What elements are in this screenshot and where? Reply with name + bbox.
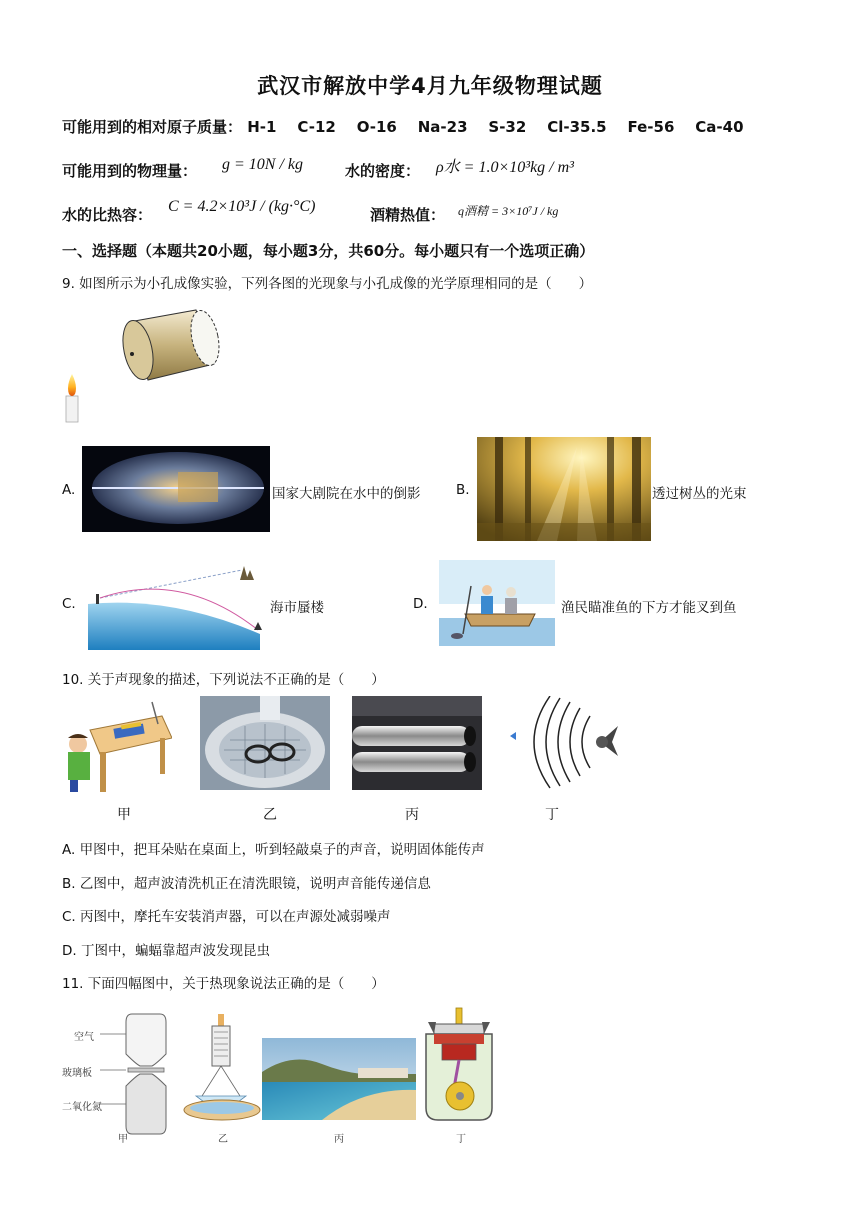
q9-option-b-letter: B. xyxy=(456,482,470,498)
q9-option-b-text: 透过树丛的光束 xyxy=(652,486,747,502)
q9-option-c-text: 海市蜃楼 xyxy=(270,600,324,616)
q10-option-d: D. 丁图中，蝙蝠靠超声波发现昆虫 xyxy=(62,943,270,959)
q10-label-jia: 甲 xyxy=(117,807,131,823)
mirage-diagram-image xyxy=(82,560,268,650)
fisherman-spearing-fish-image xyxy=(435,556,559,648)
opera-house-reflection-image xyxy=(82,446,270,532)
q11-label-ding: 丁 xyxy=(456,1134,466,1145)
alcohol-heat-label: 酒精热值： xyxy=(370,206,446,224)
q10-label-yi: 乙 xyxy=(263,807,277,823)
q10-option-c: C. 丙图中，摩托车安装消声器，可以在声源处减弱噪声 xyxy=(62,909,391,925)
q11-label-yi: 乙 xyxy=(218,1134,228,1145)
spring-scale-water-figure xyxy=(182,1012,262,1132)
q10-option-a: A. 甲图中，把耳朵贴在桌面上，听到轻敲桌子的声音，说明固体能传声 xyxy=(62,842,485,858)
density-label: 水的密度： xyxy=(345,162,421,180)
q9-option-a-letter: A. xyxy=(62,482,76,498)
atomic-mass-item: H-1 xyxy=(247,118,277,136)
q11-label-bing: 丙 xyxy=(334,1134,344,1145)
motorcycle-muffler-image xyxy=(352,696,482,790)
q11-stem: 11. 下面四幅图中，关于热现象说法正确的是（ ） xyxy=(62,976,385,992)
pinhole-camera-figure xyxy=(56,302,226,426)
ear-on-desk-image xyxy=(60,696,172,792)
q9-stem: 9. 如图所示为小孔成像实验，下列各图的光现象与小孔成像的光学原理相同的是（ ） xyxy=(62,276,593,292)
heat-capacity-label: 水的比热容： xyxy=(62,206,153,224)
forest-light-beams-image xyxy=(477,437,651,541)
heat-capacity-formula: C = 4.2×10³J / (kg·°C) xyxy=(168,198,316,215)
quantities-label: 可能用到的物理量： xyxy=(62,162,198,180)
atomic-masses-label: 可能用到的相对原子质量： xyxy=(62,118,243,136)
jar-label-air: 空气 xyxy=(74,1032,94,1043)
density-formula: ρ水 = 1.0×10³kg / m³ xyxy=(436,159,574,176)
jar-label-glass-plate: 玻璃板 xyxy=(62,1068,92,1079)
atomic-mass-item: O-16 xyxy=(356,118,397,136)
bat-ultrasound-image xyxy=(504,696,620,790)
q9-option-d-letter: D. xyxy=(413,596,428,612)
q9-option-d-text: 渔民瞄准鱼的下方才能叉到鱼 xyxy=(561,600,737,616)
atomic-mass-item: C-12 xyxy=(297,118,336,136)
atomic-mass-item: Cl-35.5 xyxy=(547,118,607,136)
atomic-mass-item: Fe-56 xyxy=(627,118,675,136)
ultrasonic-cleaner-image xyxy=(200,696,330,790)
q11-label-jia: 甲 xyxy=(118,1134,128,1145)
atomic-mass-item: Ca-40 xyxy=(695,118,744,136)
jar-label-no2: 二氧化氮 xyxy=(62,1102,102,1113)
page-title: 武汉市解放中学4月九年级物理试题 xyxy=(257,74,603,98)
q9-option-c-letter: C. xyxy=(62,596,76,612)
section-heading: 一、选择题（本题共20小题，每小题3分，共60分。每小题只有一个选项正确） xyxy=(62,242,595,260)
q10-option-b: B. 乙图中，超声波清洗机正在清洗眼镜，说明声音能传递信息 xyxy=(62,876,431,892)
q10-label-bing: 丙 xyxy=(405,807,419,823)
atomic-mass-item: Na-23 xyxy=(417,118,468,136)
q10-label-ding: 丁 xyxy=(545,807,559,823)
engine-cylinder-figure xyxy=(420,1006,500,1126)
g-formula: g = 10N / kg xyxy=(222,156,304,173)
atomic-mass-item: S-32 xyxy=(488,118,527,136)
q10-stem: 10. 关于声现象的描述，下列说法不正确的是（ ） xyxy=(62,672,385,688)
q9-option-a-text: 国家大剧院在水中的倒影 xyxy=(272,486,421,502)
alcohol-heat-formula: q酒精 = 3×10⁷J / kg xyxy=(458,204,559,218)
atomic-masses-line xyxy=(62,116,782,137)
coastal-beach-image xyxy=(262,1038,416,1120)
